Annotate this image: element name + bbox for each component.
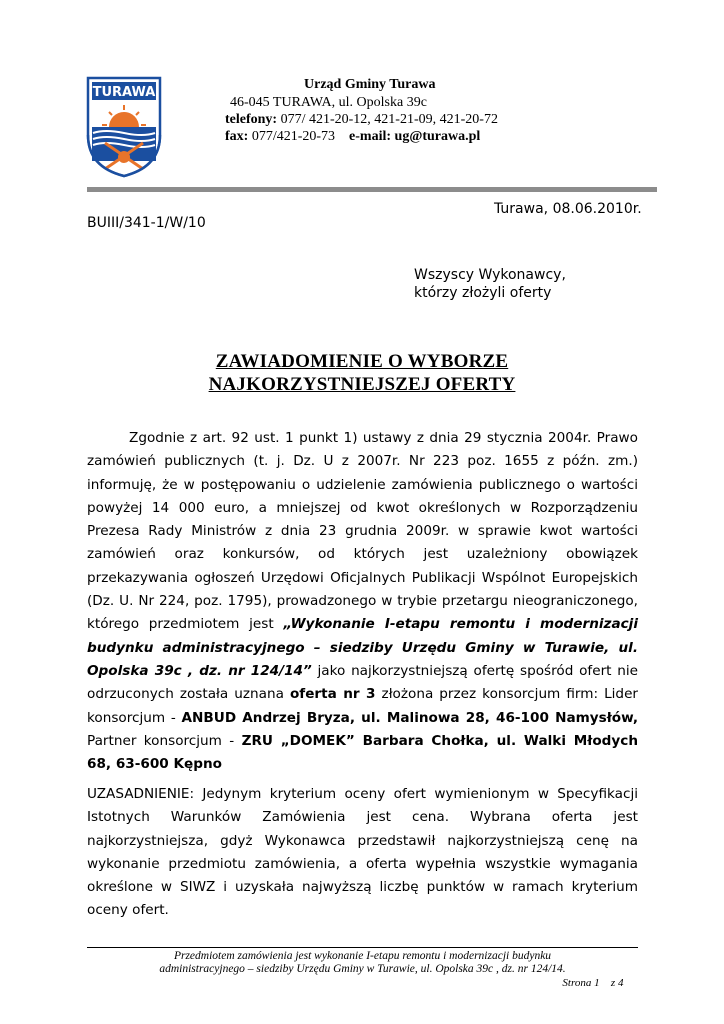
header-divider: [87, 187, 657, 192]
tender-subject: „Wykonanie I-etapu remontu i modernizacji budynku administracyjnego – siedziby Urzędu Gminy w Turawie, ul. Opolska 39c , dz. nr 124/14”: [87, 616, 639, 679]
document-title-line-1: ZAWIADOMIENIE O WYBORZE: [215, 351, 509, 372]
recipient-line-1: Wszyscy Wykonawcy,: [414, 267, 566, 283]
office-phones: telefony: 077/ 421-20-12, 421-21-09, 421-20-72: [225, 112, 498, 127]
recipient-line-2: którzy złożyli oferty: [414, 285, 552, 301]
office-address: 46-045 TURAWA, ul. Opolska 39c: [230, 95, 427, 110]
page-number: Strona 1  z 4 : [562, 977, 632, 989]
footer-divider: [87, 947, 638, 948]
consortium-partner: ZRU „DOMEK” Barbara Chołka, ul. Walki Młodych 68, 63-600 Kępno: [87, 732, 639, 773]
document-date: Turawa, 08.06.2010r.: [494, 201, 642, 217]
reference-number: BUIII/341-1/W/10: [87, 215, 206, 231]
turawa-coat-of-arms-logo: [85, 75, 163, 179]
winning-offer: oferta nr 3: [289, 686, 376, 703]
office-name: Urząd Gminy Turawa: [304, 77, 436, 92]
justification-paragraph: UZASADNIENIE: Jedynym kryterium oceny ofert wymienionym w Specyfikacji Istotnych Warunków Zamówienia jest cena. Wybrana oferta jest najkorzystniejsza, gdyż Wykonawca przedstawił najkorzystniejszą cenę na wykonanie przedmiotu zamówienia, a oferta wypełnia wszystkie wymagania określone w SIWZ i uzyskała najwyższą liczbę punktów w ramach kryterium oceny ofert.: [87, 786, 638, 919]
logo-text: TURAWA: [92, 85, 156, 100]
consortium-leader: ANBUD Andrzej Bryza, ul. Malinowa 28, 46-100 Namysłów,: [181, 709, 638, 726]
office-fax-email: fax: 077/421-20-73 e-mail: ug@turawa.pl: [225, 129, 481, 144]
footer-text: Przedmiotem zamówienia jest wykonanie I-etapu remontu i modernizacji budynku administracyjnego – siedziby Urzędu Gminy w Turawie, ul. Opolska 39c , dz. nr 124/14.: [159, 950, 566, 975]
notice-paragraph: Zgodnie z art. 92 ust. 1 punkt 1) ustawy z dnia 29 stycznia 2004r. Prawo zamówień publicznych (t. j. Dz. U z 2007r. Nr 223 poz. 1655 z późn. zm.) informuję, że w postępowaniu o udzielenie zamówienia publicznego o wartości powyżej 14 000 euro, a mniejszej od kwot określonych w Rozporządzeniu Prezesa Rady Ministrów z dnia 23 grudnia 2009r. w sprawie kwot wartości zamówień oraz konkursów, od których jest uzależniony obowiązek przekazywania ogłoszeń Urzędowi Oficjalnych Publikacji Wspólnot Europejskich (Dz. U. Nr 224, poz. 1795), prowadzonego w trybie przetargu nieograniczonego, którego przedmiotem jest „Wykonanie I-etapu remontu i modernizacji budynku administracyjnego – siedziby Urzędu Gminy w Turawie, ul. Opolska 39c , dz. nr 124/14” jako najkorzystniejszą ofertę spośród ofert nie odrzuconych została uznana oferta nr 3 złożona przez konsorcjum firm: Lider konsorcjum - ANBUD Andrzej Bryza, ul. Malinowa 28, 46-100 Namysłów, Partner konsorcjum - ZRU „DOMEK” Barbara Chołka, ul. Walki Młodych 68, 63-600 Kępno: [87, 430, 639, 773]
document-title-line-2: NAJKORZYSTNIEJSZEJ OFERTY: [208, 374, 516, 395]
